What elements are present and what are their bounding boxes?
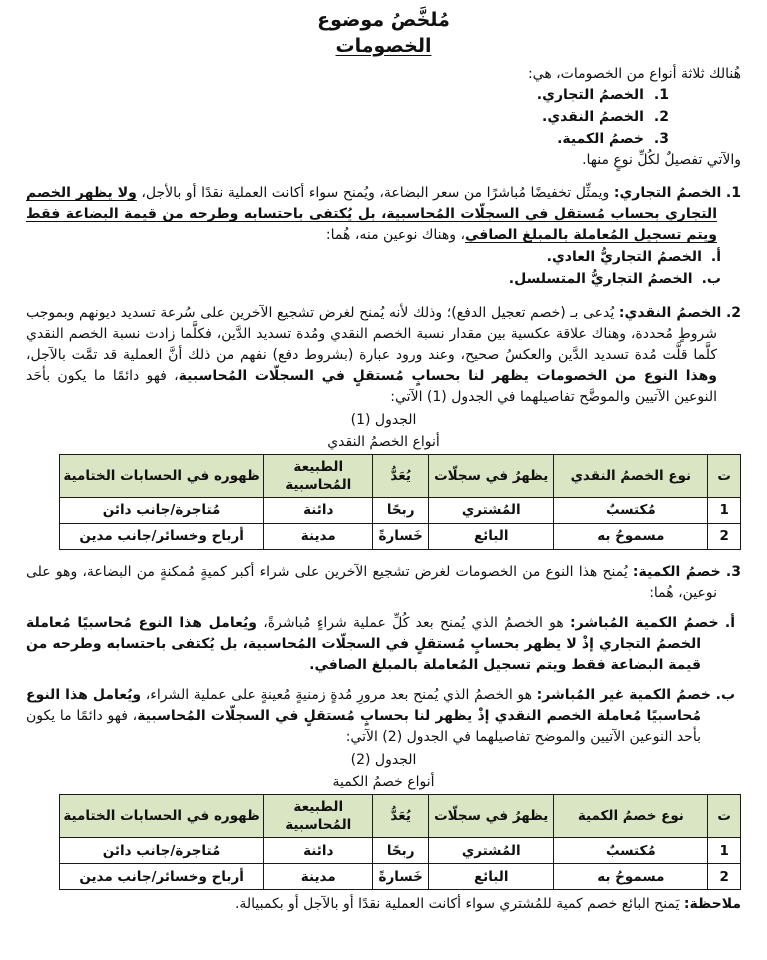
table-cell: البائع	[429, 864, 554, 890]
section-text: يُدعى بـ (خصم تعجيل الدفع)؛ وذلك لأنه يُمنح لغرض تشجيع الآخرين على سُرعة تسديد ديونهم وبموجب شروطٍ مُحددة، وهناك علاقة عكسية بين مقدار نسبة الخصم النقدي ومُدة تسديد الدَّين، فكلَّما زادت نسبة الخصم النقدي كلَّما قلَّت مُدة تسديد الدَّين والعكسُ صحيح، وعند ورود عبارة (بشروط دفع) نفهم من ذلك أنَّ العملية قد تمَّت بالآجل،	[26, 304, 717, 363]
footnote	[26, 894, 741, 915]
column-header: الطبيعة المُحاسبية	[264, 454, 373, 497]
list-label: الخصمُ التجاري.	[536, 87, 644, 104]
table-cell: مُكتسبٌ	[554, 838, 708, 864]
subsection-direct-quantity-discount	[26, 613, 741, 676]
section-number: 1.	[725, 185, 741, 202]
subsection-heading: خصمُ الكمية غير المُباشر:	[536, 686, 711, 703]
column-header: يُعَدُّ	[373, 454, 429, 497]
subsection-indirect-quantity-discount	[26, 685, 741, 748]
table-cell: مُتاجرة/جانب دائن	[59, 497, 263, 523]
table1-caption-title: أنواع الخصمُ النقدي	[327, 433, 440, 450]
table-cell: 1	[708, 497, 741, 523]
table-header-row	[59, 794, 740, 837]
intro-lead: هُنالك ثلاثة أنواع من الخصومات، هي:	[527, 66, 741, 83]
column-header: نوع خصمُ الكمية	[554, 794, 708, 837]
intro-tail: والآتي تفصيلٌ لكُلِّ نوعٍ منها.	[582, 152, 741, 169]
subsection-text: هو الخصمُ الذي يُمنح بعد كُلِّ عملية شراءٍ مُباشرةً،	[256, 614, 564, 631]
table-cell: البائع	[429, 523, 554, 549]
table-cell: 1	[708, 838, 741, 864]
column-header: ظهوره في الحسابات الختامية	[59, 454, 263, 497]
section-number: 2.	[725, 304, 742, 321]
list-item	[26, 247, 741, 269]
table-cell: مسموحُ به	[554, 864, 708, 890]
table-cell: أرباح وخسائر/جانب مدين	[59, 523, 263, 549]
column-header: ظهوره في الحسابات الختامية	[59, 794, 263, 837]
table-cell: ربحًا	[373, 838, 429, 864]
list-number: 3.	[653, 130, 669, 147]
footnote-text: يَمنح البائع خصم كمية للمُشتري سواء أكانت العملية نقدًا أو بالآجل أو بكمبيالة.	[234, 896, 684, 913]
discount-types-list	[26, 85, 741, 150]
table-cell: مدينة	[264, 523, 373, 549]
list-number: أ.	[710, 249, 721, 266]
table-cell: مسموحُ به	[554, 523, 708, 549]
subsection-number: أ.	[724, 614, 735, 631]
list-item	[26, 107, 741, 129]
column-header: نوع الخصمُ النقدي	[554, 454, 708, 497]
list-item	[26, 129, 741, 151]
column-header: يظهرُ في سجلّات	[429, 794, 554, 837]
column-header: يُعَدُّ	[373, 794, 429, 837]
table-row	[59, 523, 740, 549]
section-text-emphasized: ولا يظهر الخصم التجاري بحساب مُستقل في السجلّات المُحاسبية، بل يُكتفى باحتسابه وطرحه من قيمة البضاعة فقط ويتم تسجيل المُعاملة بالمبلغ الصافي	[26, 185, 717, 244]
section-cash-discount	[26, 303, 741, 408]
list-label: خصمُ الكمية.	[557, 130, 644, 147]
table-cell: دائنة	[264, 497, 373, 523]
list-label: الخصمُ التجاريُّ العادي.	[546, 249, 702, 266]
list-number: 1.	[653, 87, 669, 104]
subsection-text-emphasized: ويُعامل هذا النوع مُحاسبيًا مُعاملة الخصمُ التجاري إذْ لا يظهر بحسابٍ مُستقلٍ في السجلّات المُحاسبية، بل يُكتفى باحتسابه وطرحه من قيمة البضاعة فقط ويتم تسجيل المُعاملة بالمبلغ الصافي.	[26, 614, 701, 673]
subsection-number: ب.	[715, 686, 736, 703]
list-label: الخصمُ النقدي.	[542, 108, 644, 125]
subsection-text: ، فهو دائمًا ما يكون بأحد النوعين الآتيين والموضح تفاصيلهما في الجدول (2) الآتي:	[26, 707, 701, 745]
table-cell: دائنة	[264, 838, 373, 864]
table-cell: أرباح وخسائر/جانب مدين	[59, 864, 263, 890]
section-heading: الخصمُ النقدي:	[618, 304, 722, 321]
list-number: 2.	[653, 108, 669, 125]
column-header: ت	[708, 794, 741, 837]
page-title: مُلخَّصُ موضوع	[317, 9, 450, 31]
section-text: ويمثِّل تخفيضًا مُباشرًا من سعر البضاعة، ويُمنح سواء أكانت العملية نقدًا أو بالأجل،	[136, 185, 610, 202]
table2-caption-number: الجدول (2)	[350, 751, 417, 768]
trade-discount-subtypes-list	[26, 247, 741, 290]
section-quantity-discount	[26, 562, 741, 604]
subsection-text-emphasized: ويُعامل هذا النوع مُحاسبيًا مُعاملة الخصم النقدي إذْ يظهر لنا بحسابٍ مُستقلٍ في السجلّات المُحاسبية	[26, 686, 702, 724]
table-cell: خَسارةً	[373, 864, 429, 890]
table2-caption-title: أنواع خصمُ الكمية	[332, 773, 435, 790]
section-heading: خصمُ الكمية:	[632, 563, 721, 580]
section-heading: الخصمُ التجاري:	[613, 185, 722, 202]
cash-discount-types-table	[59, 454, 741, 550]
table-cell: مُتاجرة/جانب دائن	[59, 838, 263, 864]
section-text: ، فهو دائمًا ما يكون بأحَد النوعين الآتيين والموضَّح تفاصيلهما في الجدول (1) الآتي:	[26, 367, 717, 405]
section-text: ، وهناك نوعين منه، هُما:	[325, 227, 465, 244]
table-row	[59, 497, 740, 523]
list-number: ب.	[701, 271, 721, 288]
section-text-emphasized: وهذا النوع من الخصومات يظهر لنا بحسابٍ مُستقلٍ في السجلّات المُحاسبية	[178, 367, 717, 384]
column-header: ت	[708, 454, 741, 497]
table-cell: المُشتري	[429, 838, 554, 864]
subsection-heading: خصمُ الكمية المُباشر:	[570, 614, 719, 631]
table-cell: خَسارةً	[373, 523, 429, 549]
table-cell: 2	[708, 523, 741, 549]
table-cell: مدينة	[264, 864, 373, 890]
column-header: الطبيعة المُحاسبية	[264, 794, 373, 837]
table1-caption-number: الجدول (1)	[350, 411, 417, 428]
section-number: 3.	[725, 563, 741, 580]
table-row	[59, 838, 740, 864]
table-cell: ربحًا	[373, 497, 429, 523]
section-text: يُمنح هذا النوع من الخصومات لغرض تشجيع الآخرين على شراء أكبر كميةٍ مُمكنةٍ من البضاعة، وهو على نوعين، هُما:	[26, 563, 717, 601]
table-header-row	[59, 454, 740, 497]
list-item	[26, 269, 741, 291]
table-cell: المُشتري	[429, 497, 554, 523]
quantity-discount-types-table	[59, 794, 741, 890]
table-row	[59, 864, 740, 890]
list-item	[26, 85, 741, 107]
footnote-label: ملاحظة:	[683, 896, 741, 913]
subsection-text: هو الخصمُ الذي يُمنح بعد مرورِ مُدةٍ زمنيةٍ مُعينةٍ على عملية الشراء،	[141, 686, 532, 703]
section-trade-discount	[26, 183, 741, 246]
page-subtitle: الخصومات	[335, 34, 432, 57]
table-cell: 2	[708, 864, 741, 890]
table-cell: مُكتسبٌ	[554, 497, 708, 523]
column-header: يظهرُ في سجلّات	[429, 454, 554, 497]
list-label: الخصمُ التجاريُّ المتسلسل.	[508, 271, 693, 288]
